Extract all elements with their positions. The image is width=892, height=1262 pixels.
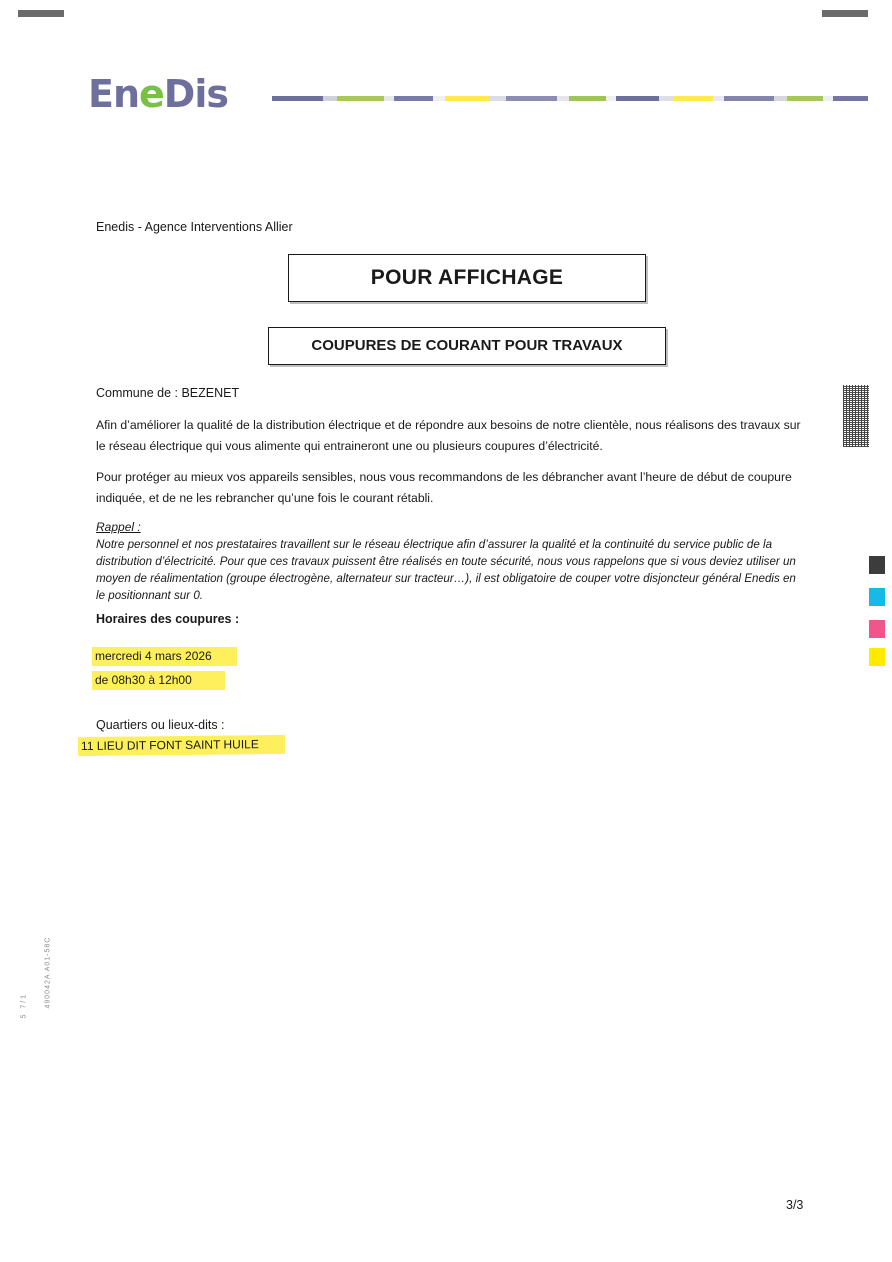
margin-code-2: 5 7/1: [20, 992, 28, 1019]
calibration-swatch-yellow: [869, 648, 885, 666]
brand-rule-segment: [323, 96, 337, 101]
logo-text-part1: En: [88, 72, 140, 116]
page-number: 3/3: [786, 1198, 804, 1212]
paragraph-intro: Afin d’améliorer la qualité de la distribution électrique et de répondre aux besoins de notre clientèle, nous réalisons des travaux sur le réseau électrique qui vous alimente qui entraineront une ou plusieurs coupures d’électricité.: [96, 418, 801, 453]
brand-rule-segment: [659, 96, 673, 101]
calibration-swatch-magenta: [869, 620, 885, 638]
brand-rule-segment: [272, 96, 323, 101]
agency-line: Enedis - Agence Interventions Allier: [96, 220, 293, 234]
brand-rule-segment: [833, 96, 868, 101]
brand-rule-segment: [713, 96, 725, 101]
paragraph-advice: Pour protéger au mieux vos appareils sensibles, nous vous recommandons de les débrancher avant l’heure de début de coupure indiquée, et de ne les rebrancher qu’une fois le courant rétabli.: [96, 470, 792, 505]
page-title: POUR AFFICHAGE: [288, 254, 646, 302]
brand-rule-segment: [787, 96, 822, 101]
margin-code-3: [0, 1024, 1, 1028]
district-place-highlight: 11 LIEU DIT FONT SAINT HUILE: [78, 735, 285, 756]
outage-time-highlight: de 08h30 à 12h00: [92, 671, 225, 690]
rappel-heading: Rappel :: [96, 520, 141, 534]
brand-rule-segment: [557, 96, 569, 101]
datamatrix-barcode: [843, 385, 869, 447]
scan-edge-mark-left: [18, 10, 64, 17]
brand-rule-segment: [606, 96, 616, 101]
calibration-swatch-cyan: [869, 588, 885, 606]
brand-rule-segment: [445, 96, 490, 101]
enedis-logo: [88, 74, 228, 114]
brand-rule-segment: [433, 96, 445, 101]
brand-rule-segment: [673, 96, 712, 101]
brand-rule-segment: [616, 96, 659, 101]
logo-wordmark: [88, 74, 228, 114]
brand-rule-segment: [337, 96, 384, 101]
brand-rule-segment: [724, 96, 773, 101]
brand-rule-segment: [569, 96, 606, 101]
logo-text-accent: e: [139, 72, 164, 116]
brand-rule-segment: [774, 96, 788, 101]
brand-rule-segment: [506, 96, 557, 101]
page-subtitle: COUPURES DE COURANT POUR TRAVAUX: [268, 327, 666, 365]
margin-code-1: 490042A A01-58C: [44, 936, 52, 1009]
outage-date-highlight: mercredi 4 mars 2026: [92, 647, 237, 666]
brand-rule-segment: [384, 96, 394, 101]
logo-text-part2: Dis: [163, 72, 228, 116]
districts-heading: Quartiers ou lieux-dits :: [96, 718, 225, 732]
brand-rule-segment: [823, 96, 833, 101]
commune-line: Commune de : BEZENET: [96, 386, 240, 400]
brand-rule-segment: [490, 96, 506, 101]
brand-rule-segment: [394, 96, 433, 101]
rappel-text: Notre personnel et nos prestataires travaillent sur le réseau électrique afin d’assurer la qualité et la continuité du service public de la distribution d’électricité. Pour que ces travaux puissent être réalisés en toute sécurité, nous vous rappelons que si vous deviez utiliser un moyen de réalimentation (groupe électrogène, alternateur sur tracteur…), il est obligatoire de couper votre disjoncteur général Enedis en le positionnant sur 0.: [96, 538, 796, 602]
brand-rule: [272, 96, 868, 101]
scan-edge-mark-right: [822, 10, 868, 17]
schedule-heading: Horaires des coupures :: [96, 612, 240, 626]
calibration-swatch-black: [869, 556, 885, 574]
